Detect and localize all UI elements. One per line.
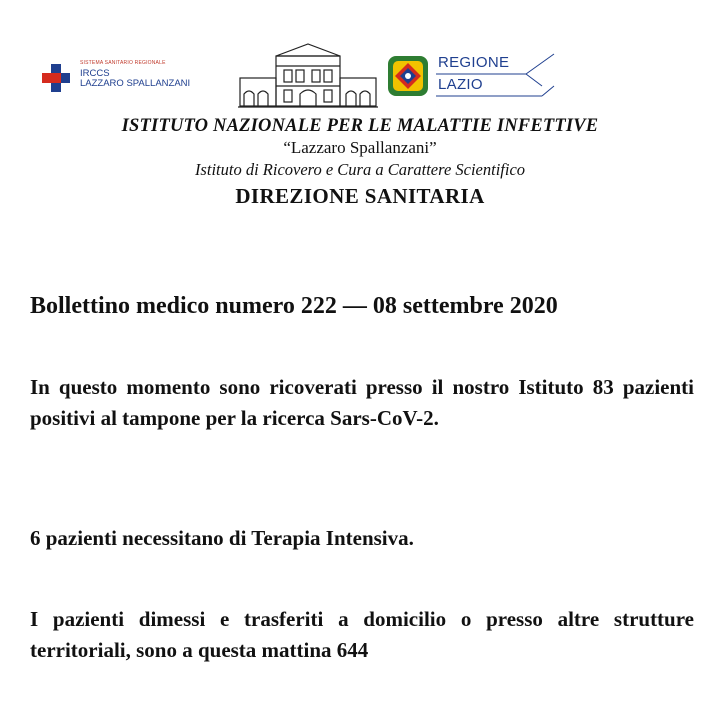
regione-label: REGIONE [438,54,510,71]
irccs-small-text: SISTEMA SANITARIO REGIONALE [80,60,166,66]
department-name: DIREZIONE SANITARIA [235,184,485,208]
institute-subname: “Lazzaro Spallanzani” [283,138,437,157]
document-header [0,115,720,211]
bulletin-paragraph-discharged: I pazienti dimessi e trasferiti a domicilio o presso altre strutture territoriali, sono a questa mattina 644 [30,607,694,662]
institute-type: Istituto di Ricovero e Cura a Carattere Scientifico [194,160,526,179]
medical-cross-icon [40,62,72,94]
bulletin-paragraph-intensive-care: 6 pazienti necessitano di Terapia Intensiva. [30,526,414,550]
logo-bar [0,40,720,112]
regione-lazio-logo [386,52,558,102]
bulletin-paragraph-admitted: In questo momento sono ricoverati presso il nostro Istituto 83 pazienti positivi al tampone per la ricerca Sars-CoV-2. [30,375,694,430]
irccs-logo [40,56,230,96]
lazio-label: LAZIO [438,76,483,93]
irccs-name: LAZZARO SPALLANZANI [80,78,191,89]
institute-name: ISTITUTO NAZIONALE PER LE MALATTIE INFETTIVE [121,116,599,136]
institute-building-logo [238,42,378,108]
regione-emblem-icon [386,54,430,98]
bulletin-title: Bollettino medico numero 222 — 08 settembre 2020 [30,293,558,319]
irccs-label: IRCCS [80,68,110,79]
